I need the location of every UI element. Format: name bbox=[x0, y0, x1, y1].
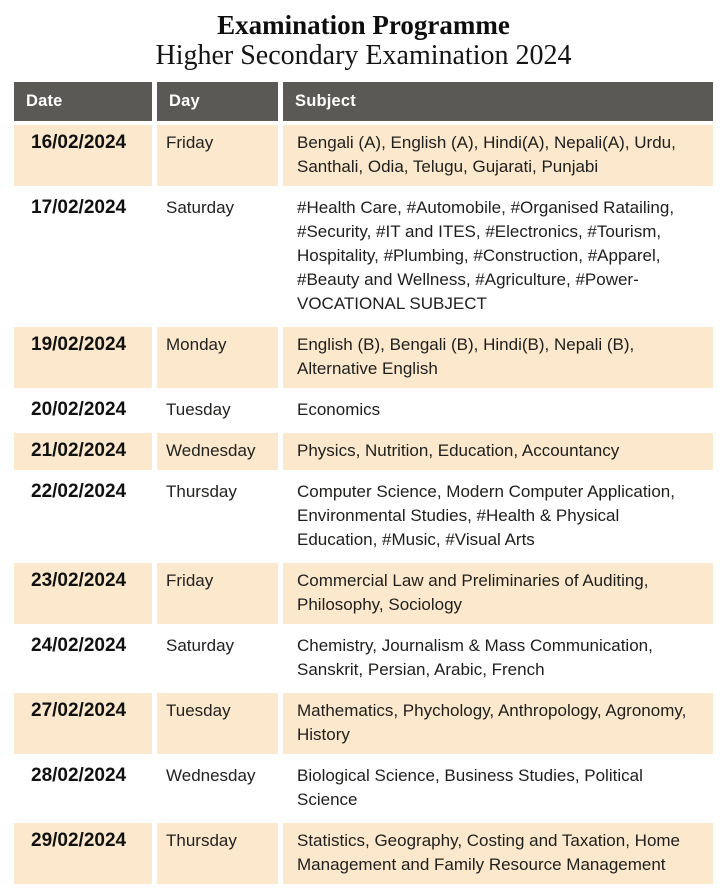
day-cell: Wednesday bbox=[157, 433, 278, 470]
exam-schedule-table bbox=[9, 78, 718, 888]
table-row bbox=[14, 693, 713, 754]
table-row bbox=[14, 758, 713, 819]
subject-cell: Statistics, Geography, Costing and Taxation, Home Management and Family Resource Management bbox=[283, 823, 713, 884]
subject-cell: English (B), Bengali (B), Hindi(B), Nepali (B), Alternative English bbox=[283, 327, 713, 388]
date-cell: 17/02/2024 bbox=[14, 190, 152, 323]
day-cell: Tuesday bbox=[157, 392, 278, 429]
date-cell: 28/02/2024 bbox=[14, 758, 152, 819]
day-cell: Saturday bbox=[157, 628, 278, 689]
subject-cell: Commercial Law and Preliminaries of Auditing, Philosophy, Sociology bbox=[283, 563, 713, 624]
day-cell: Saturday bbox=[157, 190, 278, 323]
header-cell-date: Date bbox=[14, 82, 152, 121]
page-subtitle: Higher Secondary Examination 2024 bbox=[155, 40, 572, 72]
date-cell: 27/02/2024 bbox=[14, 693, 152, 754]
table-row bbox=[14, 327, 713, 388]
day-cell: Thursday bbox=[157, 474, 278, 559]
day-cell: Friday bbox=[157, 563, 278, 624]
header-cell-day: Day bbox=[157, 82, 278, 121]
table-row bbox=[14, 392, 713, 429]
date-cell: 16/02/2024 bbox=[14, 125, 152, 186]
table-row bbox=[14, 125, 713, 186]
subject-cell: Biological Science, Business Studies, Political Science bbox=[283, 758, 713, 819]
date-cell: 19/02/2024 bbox=[14, 327, 152, 388]
subject-cell: Physics, Nutrition, Education, Accountancy bbox=[283, 433, 713, 470]
subject-cell: Computer Science, Modern Computer Application, Environmental Studies, #Health & Physical Education, #Music, #Visual Arts bbox=[283, 474, 713, 559]
table-row bbox=[14, 628, 713, 689]
subject-cell: Mathematics, Phychology, Anthropology, Agronomy, History bbox=[283, 693, 713, 754]
subject-cell: Bengali (A), English (A), Hindi(A), Nepali(A), Urdu, Santhali, Odia, Telugu, Gujarati, Punjabi bbox=[283, 125, 713, 186]
title-block bbox=[0, 10, 727, 72]
subject-cell: Chemistry, Journalism & Mass Communication, Sanskrit, Persian, Arabic, French bbox=[283, 628, 713, 689]
date-cell: 23/02/2024 bbox=[14, 563, 152, 624]
subject-cell: #Health Care, #Automobile, #Organised Ratailing, #Security, #IT and ITES, #Electronics, #Tourism, Hospitality, #Plumbing, #Construction, #Apparel, #Beauty and Wellness, #Agriculture, #Power- VOCATIONAL SUBJECT bbox=[283, 190, 713, 323]
table-row bbox=[14, 190, 713, 323]
date-cell: 24/02/2024 bbox=[14, 628, 152, 689]
table-row bbox=[14, 474, 713, 559]
day-cell: Wednesday bbox=[157, 758, 278, 819]
table-row bbox=[14, 823, 713, 884]
date-cell: 20/02/2024 bbox=[14, 392, 152, 429]
table-row bbox=[14, 433, 713, 470]
date-cell: 22/02/2024 bbox=[14, 474, 152, 559]
date-cell: 21/02/2024 bbox=[14, 433, 152, 470]
table-row bbox=[14, 563, 713, 624]
header-row bbox=[14, 82, 713, 121]
day-cell: Thursday bbox=[157, 823, 278, 884]
date-cell: 29/02/2024 bbox=[14, 823, 152, 884]
subject-cell: Economics bbox=[283, 392, 713, 429]
day-cell: Tuesday bbox=[157, 693, 278, 754]
page-title: Examination Programme bbox=[217, 10, 510, 40]
day-cell: Monday bbox=[157, 327, 278, 388]
day-cell: Friday bbox=[157, 125, 278, 186]
header-cell-subject: Subject bbox=[283, 82, 713, 121]
